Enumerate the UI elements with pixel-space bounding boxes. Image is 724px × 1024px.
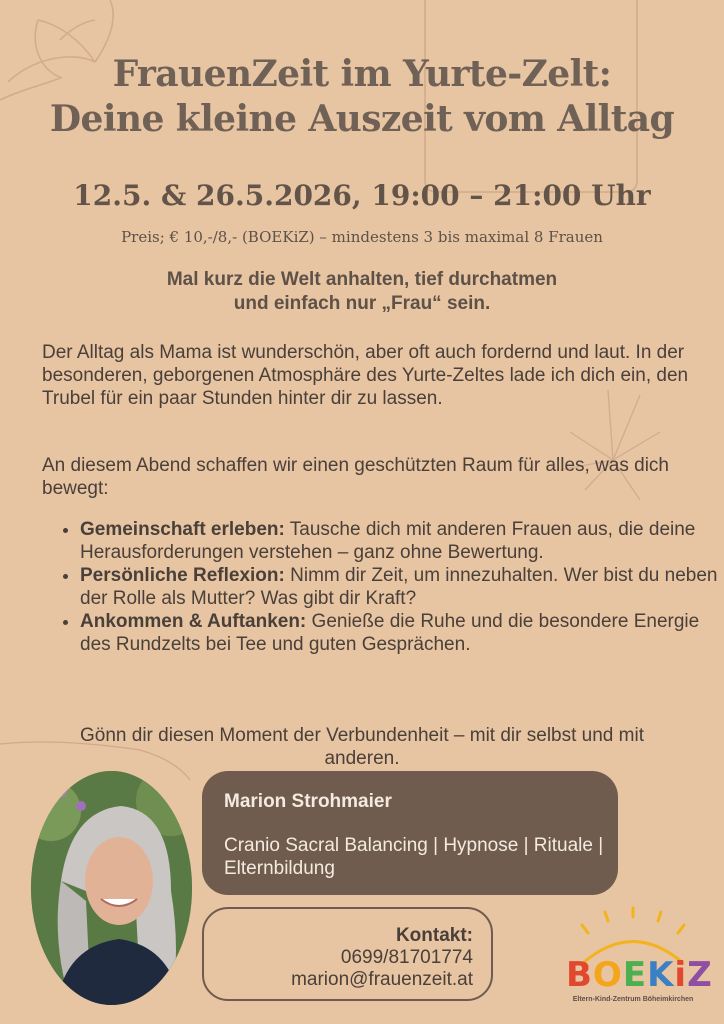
intro-line-1: Mal kurz die Welt anhalten, tief durchatmen [166, 269, 558, 290]
presenter-photo [31, 771, 192, 1005]
logo-letter: K [647, 955, 675, 995]
title-line-2: Deine kleine Auszeit vom Alltag [49, 98, 675, 140]
title-line-1: FrauenZeit im Yurte-Zelt: [112, 53, 612, 95]
list-item-heading: Ankommen & Auftanken: [80, 611, 307, 632]
list-item-text: Nimm dir Zeit, um innezuhalten. Wer bist du neben der Rolle als Mutter? Was gibt dir Kraft? [80, 565, 718, 609]
presenter-roles: Cranio Sacral Balancing | Hypnose | Rituale | Elternbildung [224, 835, 604, 879]
benefits-list [42, 518, 720, 656]
presenter-name: Marion Strohmaier [224, 791, 392, 812]
list-item [80, 564, 720, 610]
page-title [0, 52, 724, 142]
list-item [80, 518, 720, 564]
presenter-card [202, 771, 618, 895]
logo-tagline: Eltern-Kind-Zentrum Böheimkirchen [572, 996, 694, 1003]
logo-letter: Z [687, 955, 713, 995]
contact-label: Kontakt: [395, 925, 473, 946]
logo-letter: O [592, 955, 623, 995]
intro-heading [0, 268, 724, 316]
event-date: 12.5. & 26.5.2026, 19:00 – 21:00 Uhr [73, 179, 651, 212]
logo-wordmark [566, 955, 713, 995]
intro-line-2: und einfach nur „Frau“ sein. [233, 293, 491, 314]
logo-letter: i [674, 955, 688, 995]
contact-phone[interactable]: 0699/81701774 [340, 947, 473, 968]
list-item [80, 610, 720, 656]
list-item-heading: Persönliche Reflexion: [80, 565, 285, 586]
list-item-heading: Gemeinschaft erleben: [80, 519, 285, 540]
list-item-text: Tausche dich mit anderen Frauen aus, die deine Herausforderungen verstehen – ganz ohne Bewertung. [80, 519, 696, 563]
contact-email[interactable]: marion@frauenzeit.at [291, 969, 473, 990]
boekiz-logo [558, 905, 713, 1017]
closing-text: Gönn dir diesen Moment der Verbundenheit – mit dir selbst und mit anderen. [80, 725, 644, 769]
paragraph-invite: An diesem Abend schaffen wir einen geschützten Raum für alles, was dich bewegt: [42, 455, 669, 499]
contact-card [202, 907, 493, 1001]
paragraph-intro: Der Alltag als Mama ist wunderschön, aber oft auch fordernd und laut. In der besonderen, geborgenen Atmosphäre des Yurte-Zeltes lade ich dich ein, den Trubel für ein paar Stunden hinter dir zu lassen. [42, 342, 689, 409]
logo-letter: B [566, 955, 593, 995]
logo-letter: E [622, 955, 648, 995]
list-item-text: Genieße die Ruhe und die besondere Energie des Rundzelts bei Tee und guten Gesprächen. [80, 611, 700, 655]
event-price: Preis; € 10,-/8,- (BOEKiZ) – mindestens 3 bis maximal 8 Frauen [121, 228, 603, 246]
